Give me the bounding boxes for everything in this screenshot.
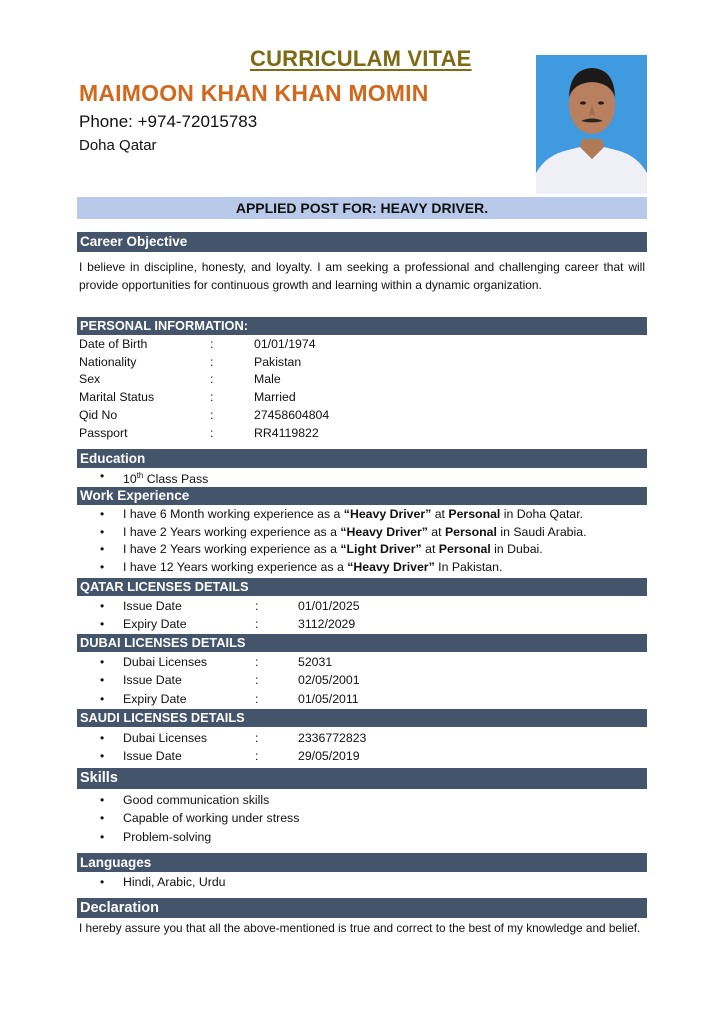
- license-value: 52031: [298, 655, 333, 669]
- bullet-icon: •: [100, 811, 105, 825]
- separator: :: [210, 426, 214, 440]
- license-label: Dubai Licenses: [123, 655, 208, 669]
- license-value: 29/05/2019: [298, 749, 360, 763]
- section-saudi-licenses: SAUDI LICENSES DETAILS: [77, 709, 647, 727]
- separator: :: [210, 355, 214, 369]
- applied-post-banner: APPLIED POST FOR: HEAVY DRIVER.: [77, 197, 647, 219]
- license-label: Issue Date: [123, 673, 182, 687]
- bullet-icon: •: [100, 655, 105, 669]
- license-value: 3112/2029: [298, 617, 356, 631]
- personal-value: 27458604804: [254, 408, 330, 422]
- separator: :: [210, 372, 214, 386]
- license-label: Issue Date: [123, 749, 182, 763]
- separator: :: [255, 617, 259, 631]
- phone-number: Phone: +974-72015783: [79, 112, 258, 131]
- work-text: I have 6 Month working experience as a “Heavy Driver” at Personal in Doha Qatar.: [123, 507, 584, 521]
- personal-label: Nationality: [79, 355, 137, 369]
- bullet-icon: •: [100, 875, 105, 889]
- skill-text: Good communication skills: [123, 793, 270, 807]
- profile-photo: [536, 55, 647, 194]
- bullet-icon: •: [100, 692, 105, 706]
- personal-label: Sex: [79, 372, 101, 386]
- section-education: Education: [77, 449, 647, 468]
- bullet-icon: •: [100, 542, 105, 556]
- personal-label: Qid No: [79, 408, 118, 422]
- work-text: I have 2 Years working experience as a “Light Driver” at Personal in Dubai.: [123, 542, 543, 556]
- location: Doha Qatar: [79, 137, 157, 154]
- bullet-icon: •: [100, 617, 105, 631]
- person-portrait-icon: [536, 55, 647, 194]
- work-text: I have 12 Years working experience as a “Heavy Driver” In Pakistan.: [123, 560, 503, 574]
- personal-value: Pakistan: [254, 355, 302, 369]
- skill-text: Problem-solving: [123, 830, 212, 844]
- bullet-icon: •: [100, 673, 105, 687]
- work-text: I have 2 Years working experience as a “Heavy Driver” at Personal in Saudi Arabia.: [123, 525, 587, 539]
- personal-value: Married: [254, 390, 296, 404]
- separator: :: [210, 390, 214, 404]
- candidate-name: MAIMOON KHAN KHAN MOMIN: [79, 80, 429, 106]
- bullet-icon: •: [100, 560, 105, 574]
- bullet-icon: •: [100, 731, 105, 745]
- section-career-objective: Career Objective: [77, 232, 647, 252]
- language-text: Hindi, Arabic, Urdu: [123, 875, 226, 889]
- education-text: 10th Class Pass: [123, 471, 209, 487]
- cv-title: CURRICULAM VITAE: [250, 46, 472, 71]
- career-objective-text: I believe in discipline, honesty, and loyalty. I am seeking a professional and challenging career that will provide opportunities for continuous growth and learning within a dynamic organization.: [79, 260, 645, 292]
- separator: :: [210, 408, 214, 422]
- bullet-icon: •: [100, 749, 105, 763]
- personal-label: Date of Birth: [79, 337, 148, 351]
- separator: :: [255, 749, 259, 763]
- section-dubai-licenses: DUBAI LICENSES DETAILS: [77, 634, 647, 652]
- bullet-icon: •: [100, 525, 105, 539]
- bullet-icon: •: [100, 599, 105, 613]
- personal-value: 01/01/1974: [254, 337, 316, 351]
- section-skills: Skills: [77, 768, 647, 789]
- bullet-icon: •: [100, 830, 105, 844]
- license-label: Expiry Date: [123, 617, 187, 631]
- license-label: Expiry Date: [123, 692, 187, 706]
- bullet-icon: •: [100, 793, 105, 807]
- bullet-icon: •: [100, 507, 105, 521]
- declaration-text: I hereby assure you that all the above-mentioned is true and correct to the best of my knowledge and belief.: [79, 921, 641, 935]
- separator: :: [255, 692, 259, 706]
- license-label: Dubai Licenses: [123, 731, 208, 745]
- personal-label: Passport: [79, 426, 128, 440]
- separator: :: [210, 337, 214, 351]
- license-value: 2336772823: [298, 731, 367, 745]
- separator: :: [255, 673, 259, 687]
- license-label: Issue Date: [123, 599, 182, 613]
- section-declaration: Declaration: [77, 898, 647, 918]
- license-value: 01/01/2025: [298, 599, 360, 613]
- section-personal-information: PERSONAL INFORMATION:: [77, 317, 647, 335]
- license-value: 01/05/2011: [298, 692, 359, 706]
- separator: :: [255, 731, 259, 745]
- separator: :: [255, 599, 259, 613]
- personal-value: Male: [254, 372, 281, 386]
- section-languages: Languages: [77, 853, 647, 872]
- section-qatar-licenses: QATAR LICENSES DETAILS: [77, 578, 647, 596]
- skill-text: Capable of working under stress: [123, 811, 300, 825]
- section-work-experience: Work Experience: [77, 487, 647, 505]
- license-value: 02/05/2001: [298, 673, 360, 687]
- bullet-icon: •: [100, 469, 105, 483]
- personal-label: Marital Status: [79, 390, 155, 404]
- personal-value: RR4119822: [254, 426, 319, 440]
- separator: :: [255, 655, 259, 669]
